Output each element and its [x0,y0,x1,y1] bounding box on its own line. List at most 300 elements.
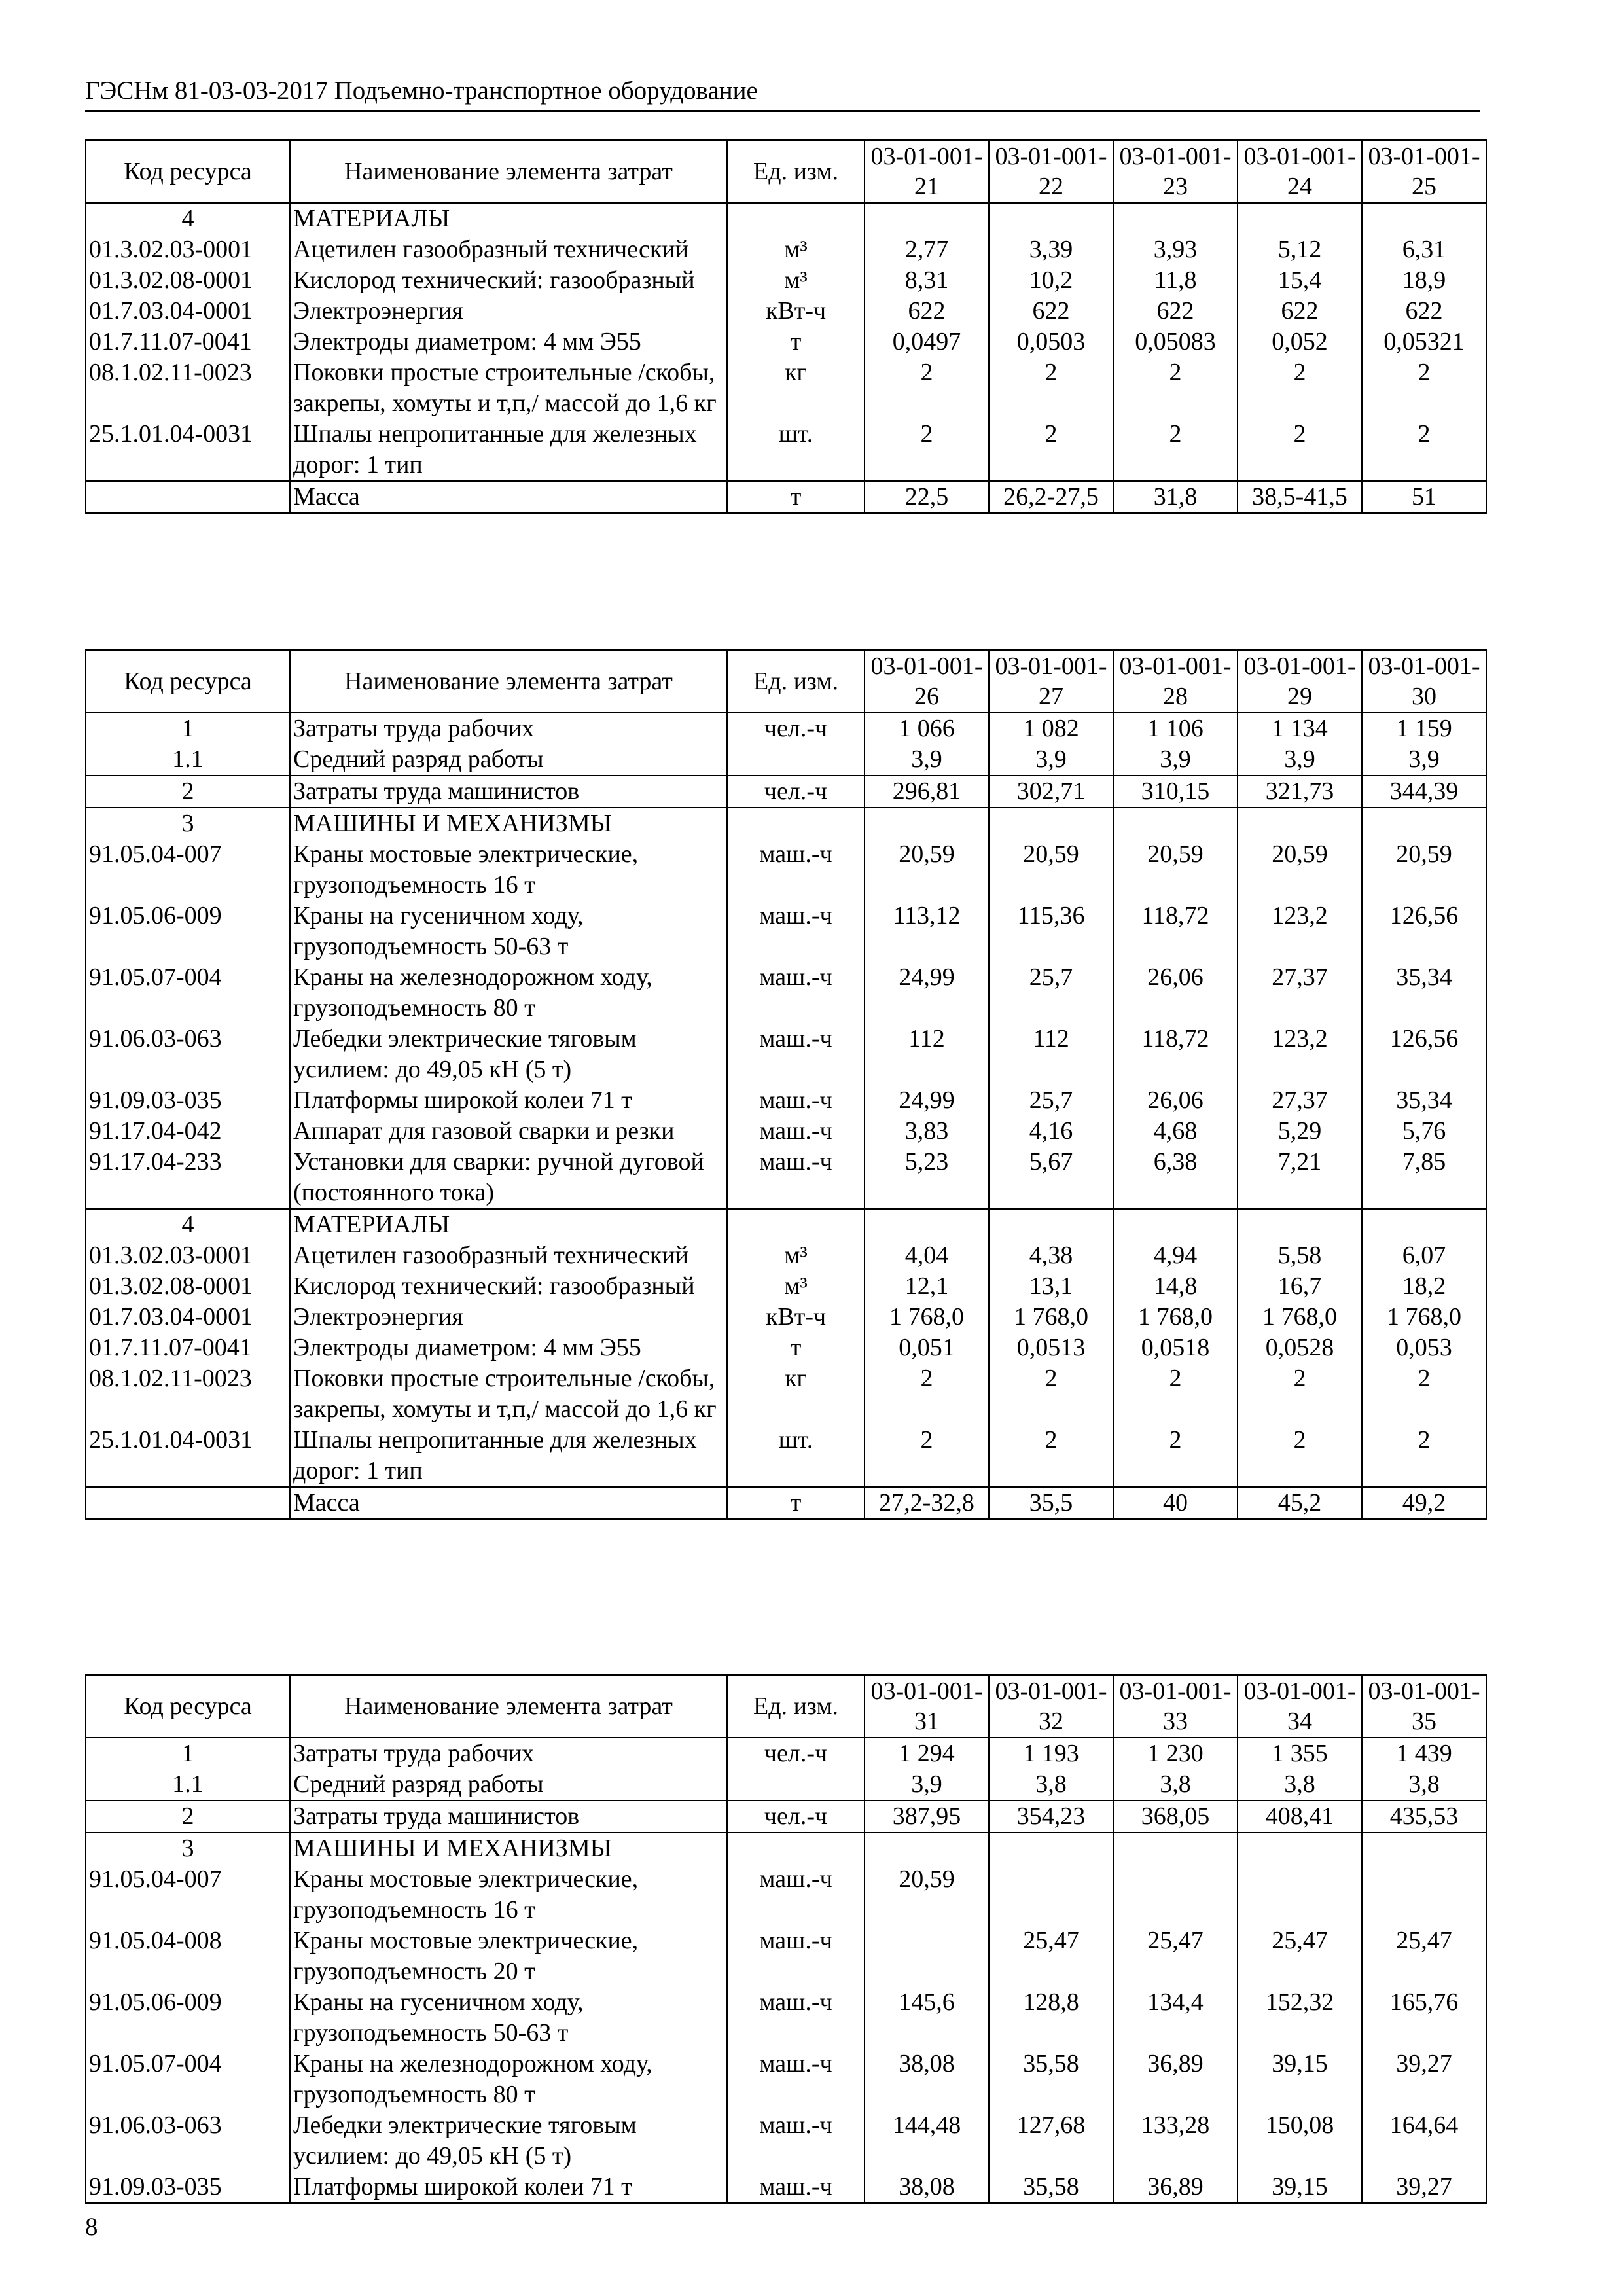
resource-code: 91.05.04-007 [86,1864,290,1926]
value-cell: 1 294 [865,1738,989,1769]
value-cell: 3,9 [1362,744,1486,776]
value-cell: 0,053 [1362,1333,1486,1363]
resource-code: 25.1.01.04-0031 [86,419,290,481]
header-norm-code: 03-01-001-32 [989,1675,1113,1738]
value-cell: 115,36 [989,901,1113,962]
unit-cell [727,1769,865,1801]
value-cell: 3,8 [1113,1769,1238,1801]
header-norm-code: 03-01-001-31 [865,1675,989,1738]
table-row [86,1085,1486,1116]
resource-code: 1.1 [86,744,290,776]
unit-cell: м³ [727,1240,865,1271]
header-code: Код ресурса [86,1675,290,1738]
value-cell: 144,48 [865,2110,989,2172]
value-cell: 36,89 [1113,2172,1238,2203]
resource-name: Масса [290,1487,727,1519]
unit-cell [727,808,865,839]
resource-name: Шпалы непропитанные для железных дорог: 1 тип [290,419,727,481]
value-cell [865,808,989,839]
resource-code: 01.7.03.04-0001 [86,296,290,327]
value-cell: 4,68 [1113,1116,1238,1147]
header-code: Код ресурса [86,140,290,203]
value-cell: 1 439 [1362,1738,1486,1769]
value-cell: 26,2-27,5 [989,481,1113,513]
value-cell: 0,05321 [1362,327,1486,357]
value-cell: 35,58 [989,2049,1113,2110]
resource-table [85,649,1487,1520]
table-row [86,1147,1486,1209]
value-cell: 7,85 [1362,1147,1486,1209]
unit-cell: маш.-ч [727,1116,865,1147]
value-cell: 3,93 [1113,234,1238,265]
resource-name: Краны мостовые электрические, грузоподъемность 16 т [290,1864,727,1926]
unit-cell: маш.-ч [727,2049,865,2110]
unit-cell: маш.-ч [727,901,865,962]
table-row [86,776,1486,808]
value-cell: 302,71 [989,776,1113,808]
value-cell: 18,2 [1362,1271,1486,1302]
value-cell: 622 [1113,296,1238,327]
resource-code: 1.1 [86,1769,290,1801]
resource-name: Краны на железнодорожном ходу, грузоподъемность 80 т [290,962,727,1024]
resource-code: 01.3.02.03-0001 [86,1240,290,1271]
header-norm-code: 03-01-001-21 [865,140,989,203]
table-row [86,1363,1486,1425]
table-row [86,203,1486,234]
resource-name: Шпалы непропитанные для железных дорог: 1 тип [290,1425,727,1487]
table-row [86,839,1486,901]
header-norm-code: 03-01-001-34 [1238,1675,1362,1738]
table-row [86,901,1486,962]
value-cell: 2,77 [865,234,989,265]
value-cell: 4,94 [1113,1240,1238,1271]
header-name: Наименование элемента затрат [290,650,727,713]
resource-name: Электроды диаметром: 4 мм Э55 [290,1333,727,1363]
value-cell: 8,31 [865,265,989,296]
value-cell: 6,31 [1362,234,1486,265]
value-cell: 150,08 [1238,2110,1362,2172]
value-cell: 1 768,0 [1238,1302,1362,1333]
unit-cell: маш.-ч [727,1926,865,1987]
value-cell: 0,0518 [1113,1333,1238,1363]
value-cell: 38,08 [865,2172,989,2203]
resource-name: Платформы широкой колеи 71 т [290,2172,727,2203]
value-cell: 2 [989,419,1113,481]
value-cell: 134,4 [1113,1987,1238,2049]
value-cell [989,1833,1113,1864]
resource-name: Затраты труда рабочих [290,713,727,744]
value-cell: 1 768,0 [989,1302,1113,1333]
value-cell: 128,8 [989,1987,1113,2049]
resource-name: Краны на железнодорожном ходу, грузоподъемность 80 т [290,2049,727,2110]
resource-code [86,1487,290,1519]
unit-cell: кг [727,357,865,419]
header-norm-code: 03-01-001-23 [1113,140,1238,203]
header-norm-code: 03-01-001-25 [1362,140,1486,203]
resource-name: Масса [290,481,727,513]
unit-cell [727,1209,865,1240]
resource-name: Средний разряд работы [290,1769,727,1801]
value-cell: 36,89 [1113,2049,1238,2110]
value-cell: 3,9 [1113,744,1238,776]
unit-cell: чел.-ч [727,776,865,808]
value-cell [1362,203,1486,234]
value-cell: 3,8 [1238,1769,1362,1801]
table-row [86,808,1486,839]
page-number: 8 [85,2213,98,2241]
resource-name: МАШИНЫ И МЕХАНИЗМЫ [290,808,727,839]
value-cell: 51 [1362,481,1486,513]
value-cell [1238,1209,1362,1240]
resource-code: 91.05.06-009 [86,1987,290,2049]
unit-cell: чел.-ч [727,1738,865,1769]
value-cell: 6,07 [1362,1240,1486,1271]
value-cell: 2 [1113,1425,1238,1487]
value-cell: 1 066 [865,713,989,744]
resource-name: Платформы широкой колеи 71 т [290,1085,727,1116]
table-row [86,2049,1486,2110]
value-cell: 1 159 [1362,713,1486,744]
value-cell: 3,8 [989,1769,1113,1801]
value-cell [865,1833,989,1864]
value-cell: 31,8 [1113,481,1238,513]
value-cell [1362,1209,1486,1240]
resource-name: Поковки простые строительные /скобы, закрепы, хомуты и т,п,/ массой до 1,6 кг [290,1363,727,1425]
table-row [86,1240,1486,1271]
value-cell: 20,59 [989,839,1113,901]
header-norm-code: 03-01-001-28 [1113,650,1238,713]
unit-cell: маш.-ч [727,839,865,901]
resource-code: 2 [86,776,290,808]
header-row [86,650,1486,713]
table-row [86,327,1486,357]
header-name: Наименование элемента затрат [290,140,727,203]
unit-cell: м³ [727,234,865,265]
value-cell: 5,12 [1238,234,1362,265]
resource-name: Электроэнергия [290,1302,727,1333]
value-cell [865,1926,989,1987]
header-name: Наименование элемента затрат [290,1675,727,1738]
resource-code: 4 [86,203,290,234]
resource-code: 91.05.04-007 [86,839,290,901]
header-norm-code: 03-01-001-24 [1238,140,1362,203]
header-code: Код ресурса [86,650,290,713]
value-cell: 25,47 [989,1926,1113,1987]
value-cell: 1 768,0 [865,1302,989,1333]
value-cell: 25,47 [1113,1926,1238,1987]
value-cell: 2 [1362,419,1486,481]
header-norm-code: 03-01-001-22 [989,140,1113,203]
table-row [86,1864,1486,1926]
resource-code: 1 [86,1738,290,1769]
unit-cell: т [727,481,865,513]
header-unit: Ед. изм. [727,650,865,713]
unit-cell: чел.-ч [727,713,865,744]
running-header: ГЭСНм 81-03-03-2017 Подъемно-транспортное оборудование [85,73,1480,112]
value-cell: 296,81 [865,776,989,808]
value-cell: 20,59 [1113,839,1238,901]
unit-cell: маш.-ч [727,1024,865,1085]
value-cell [1113,808,1238,839]
unit-cell [727,203,865,234]
table-row [86,713,1486,744]
resource-code: 08.1.02.11-0023 [86,1363,290,1425]
resource-code: 08.1.02.11-0023 [86,357,290,419]
value-cell: 39,15 [1238,2049,1362,2110]
value-cell: 2 [1238,419,1362,481]
value-cell [1113,1833,1238,1864]
value-cell: 38,08 [865,2049,989,2110]
value-cell: 3,83 [865,1116,989,1147]
resource-name: Затраты труда рабочих [290,1738,727,1769]
value-cell: 20,59 [1362,839,1486,901]
value-cell: 1 134 [1238,713,1362,744]
value-cell: 4,38 [989,1240,1113,1271]
resource-name: Лебедки электрические тяговым усилием: до 49,05 кН (5 т) [290,1024,727,1085]
value-cell: 2 [1113,419,1238,481]
value-cell: 3,9 [865,1769,989,1801]
unit-cell: кВт-ч [727,1302,865,1333]
table-row [86,419,1486,481]
value-cell: 27,37 [1238,1085,1362,1116]
value-cell: 39,27 [1362,2172,1486,2203]
resource-code: 4 [86,1209,290,1240]
value-cell: 112 [865,1024,989,1085]
value-cell: 15,4 [1238,265,1362,296]
unit-cell: т [727,1333,865,1363]
value-cell: 0,0503 [989,327,1113,357]
unit-cell: маш.-ч [727,2110,865,2172]
value-cell: 344,39 [1362,776,1486,808]
value-cell [989,203,1113,234]
resource-name: МАТЕРИАЛЫ [290,203,727,234]
value-cell: 13,1 [989,1271,1113,1302]
resource-name: Электроэнергия [290,296,727,327]
value-cell: 5,23 [865,1147,989,1209]
unit-cell: кг [727,1363,865,1425]
value-cell: 1 355 [1238,1738,1362,1769]
unit-cell: маш.-ч [727,1147,865,1209]
resource-name: Краны мостовые электрические, грузоподъемность 16 т [290,839,727,901]
value-cell [1113,1209,1238,1240]
value-cell: 39,27 [1362,2049,1486,2110]
header-norm-code: 03-01-001-30 [1362,650,1486,713]
unit-cell: м³ [727,1271,865,1302]
table-row [86,1987,1486,2049]
resource-code: 91.05.06-009 [86,901,290,962]
value-cell: 435,53 [1362,1801,1486,1833]
value-cell: 2 [1238,1425,1362,1487]
value-cell: 14,8 [1113,1271,1238,1302]
value-cell: 2 [865,1425,989,1487]
table-row [86,2110,1486,2172]
value-cell [1238,203,1362,234]
resource-table [85,139,1487,514]
value-cell: 2 [1238,1363,1362,1425]
value-cell: 126,56 [1362,901,1486,962]
value-cell: 2 [865,1363,989,1425]
table-row [86,1271,1486,1302]
value-cell: 5,29 [1238,1116,1362,1147]
value-cell: 0,052 [1238,327,1362,357]
table-row [86,234,1486,265]
header-row [86,1675,1486,1738]
resource-code: 91.05.04-008 [86,1926,290,1987]
unit-cell: шт. [727,419,865,481]
value-cell: 145,6 [865,1987,989,2049]
header-norm-code: 03-01-001-29 [1238,650,1362,713]
resource-code: 25.1.01.04-0031 [86,1425,290,1487]
value-cell: 152,32 [1238,1987,1362,2049]
value-cell [865,203,989,234]
resource-code: 91.09.03-035 [86,1085,290,1116]
value-cell: 35,58 [989,2172,1113,2203]
value-cell: 20,59 [865,839,989,901]
value-cell: 2 [865,419,989,481]
resource-name: Поковки простые строительные /скобы, закрепы, хомуты и т,п,/ массой до 1,6 кг [290,357,727,419]
resource-name: Кислород технический: газообразный [290,265,727,296]
resource-code: 01.3.02.03-0001 [86,234,290,265]
value-cell [865,1209,989,1240]
unit-cell: кВт-ч [727,296,865,327]
value-cell: 622 [989,296,1113,327]
unit-cell: маш.-ч [727,1987,865,2049]
value-cell: 0,0497 [865,327,989,357]
resource-code: 91.09.03-035 [86,2172,290,2203]
table-row [86,1116,1486,1147]
resource-code: 91.06.03-063 [86,2110,290,2172]
value-cell: 1 106 [1113,713,1238,744]
header-unit: Ед. изм. [727,140,865,203]
value-cell: 2 [989,357,1113,419]
value-cell: 35,34 [1362,962,1486,1024]
resource-code: 91.05.07-004 [86,962,290,1024]
value-cell: 123,2 [1238,901,1362,962]
value-cell: 310,15 [1113,776,1238,808]
value-cell: 123,2 [1238,1024,1362,1085]
value-cell: 25,47 [1362,1926,1486,1987]
table-row [86,481,1486,513]
resource-name: Затраты труда машинистов [290,776,727,808]
value-cell: 6,38 [1113,1147,1238,1209]
value-cell: 622 [1238,296,1362,327]
value-cell: 165,76 [1362,1987,1486,2049]
unit-cell: м³ [727,265,865,296]
value-cell: 321,73 [1238,776,1362,808]
unit-cell: т [727,327,865,357]
resource-code: 2 [86,1801,290,1833]
value-cell: 622 [865,296,989,327]
value-cell: 35,5 [989,1487,1113,1519]
resource-code: 01.3.02.08-0001 [86,1271,290,1302]
value-cell [1362,1864,1486,1926]
value-cell: 5,58 [1238,1240,1362,1271]
value-cell: 26,06 [1113,962,1238,1024]
table-row [86,1801,1486,1833]
resource-code: 01.7.03.04-0001 [86,1302,290,1333]
value-cell: 35,34 [1362,1085,1486,1116]
value-cell: 5,67 [989,1147,1113,1209]
value-cell: 0,0513 [989,1333,1113,1363]
resource-name: Краны мостовые электрические, грузоподъемность 20 т [290,1926,727,1987]
table-row [86,1833,1486,1864]
resource-name: Краны на гусеничном ходу, грузоподъемность 50-63 т [290,901,727,962]
value-cell: 2 [1113,357,1238,419]
resource-name: Лебедки электрические тяговым усилием: до 49,05 кН (5 т) [290,2110,727,2172]
value-cell: 3,8 [1362,1769,1486,1801]
value-cell: 27,37 [1238,962,1362,1024]
unit-cell: шт. [727,1425,865,1487]
table-row [86,962,1486,1024]
unit-cell [727,1833,865,1864]
resource-code: 1 [86,713,290,744]
value-cell: 127,68 [989,2110,1113,2172]
value-cell: 20,59 [1238,839,1362,901]
value-cell: 354,23 [989,1801,1113,1833]
resource-code: 91.17.04-042 [86,1116,290,1147]
unit-cell: т [727,1487,865,1519]
value-cell: 368,05 [1113,1801,1238,1833]
value-cell: 164,64 [1362,2110,1486,2172]
header-norm-code: 03-01-001-33 [1113,1675,1238,1738]
value-cell: 113,12 [865,901,989,962]
table-row [86,1333,1486,1363]
value-cell: 2 [1362,357,1486,419]
resource-code: 91.06.03-063 [86,1024,290,1085]
resource-name: Средний разряд работы [290,744,727,776]
resource-name: Электроды диаметром: 4 мм Э55 [290,327,727,357]
value-cell: 2 [989,1425,1113,1487]
unit-cell: маш.-ч [727,962,865,1024]
header-norm-code: 03-01-001-27 [989,650,1113,713]
unit-cell: маш.-ч [727,1864,865,1926]
value-cell: 2 [1238,357,1362,419]
value-cell: 3,39 [989,234,1113,265]
value-cell: 24,99 [865,962,989,1024]
value-cell [1238,1833,1362,1864]
value-cell: 2 [865,357,989,419]
value-cell: 408,41 [1238,1801,1362,1833]
header-unit: Ед. изм. [727,1675,865,1738]
resource-code: 01.7.11.07-0041 [86,327,290,357]
value-cell: 11,8 [1113,265,1238,296]
table-row [86,357,1486,419]
table-row [86,2172,1486,2203]
unit-cell: маш.-ч [727,1085,865,1116]
value-cell [989,808,1113,839]
value-cell: 10,2 [989,265,1113,296]
value-cell: 22,5 [865,481,989,513]
value-cell: 38,5-41,5 [1238,481,1362,513]
value-cell: 39,15 [1238,2172,1362,2203]
unit-cell: маш.-ч [727,2172,865,2203]
resource-name: Ацетилен газообразный технический [290,234,727,265]
resource-name: Установки для сварки: ручной дуговой (постоянного тока) [290,1147,727,1209]
table-row [86,1487,1486,1519]
value-cell: 3,9 [865,744,989,776]
table-row [86,1024,1486,1085]
value-cell: 0,051 [865,1333,989,1363]
value-cell: 45,2 [1238,1487,1362,1519]
value-cell [1113,203,1238,234]
resource-code: 3 [86,808,290,839]
value-cell: 112 [989,1024,1113,1085]
value-cell: 25,7 [989,962,1113,1024]
value-cell: 25,47 [1238,1926,1362,1987]
value-cell: 25,7 [989,1085,1113,1116]
value-cell: 1 082 [989,713,1113,744]
value-cell: 24,99 [865,1085,989,1116]
